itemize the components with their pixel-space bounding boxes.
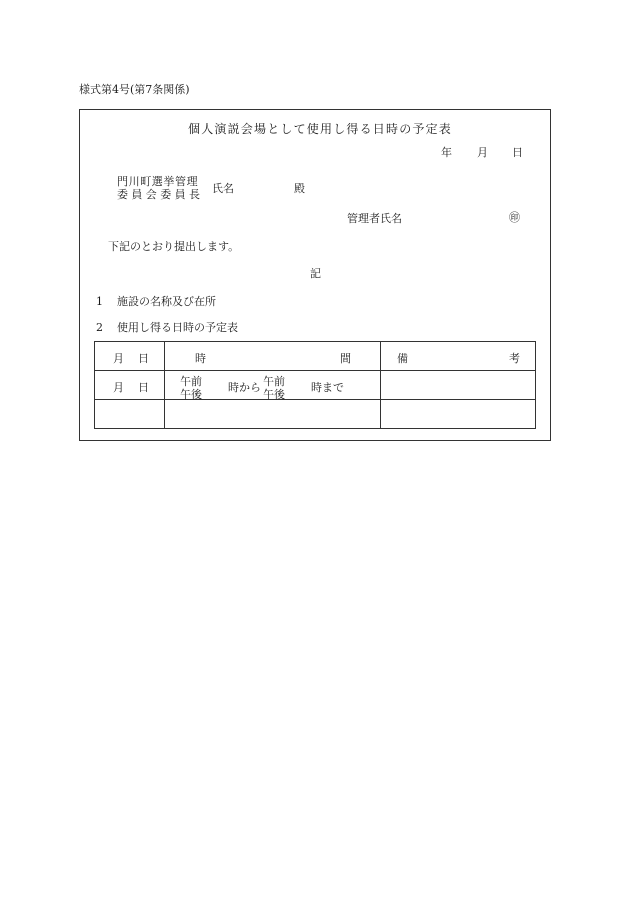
header-note-left: 備	[397, 352, 408, 365]
table-row	[95, 371, 536, 400]
row2-date-cell	[95, 400, 165, 429]
manager-name-label: 管理者氏名	[347, 212, 402, 225]
intro-text: 下記のとおり提出します。	[108, 240, 240, 253]
row1-note-cell	[381, 371, 536, 400]
addressee-line-1: 門川町選挙管理	[117, 175, 199, 188]
ki-heading: 記	[310, 267, 321, 280]
row1-am-2: 午前	[263, 375, 285, 388]
header-time-left: 時	[195, 352, 206, 365]
header-month: 月	[113, 352, 124, 365]
row1-am-1: 午前	[180, 375, 202, 388]
row1-pm-2: 午後	[263, 388, 285, 401]
schedule-table	[94, 341, 536, 429]
item-2-number: 2	[96, 321, 103, 334]
seal-mark: ㊞	[509, 211, 520, 224]
row1-until: 時まで	[311, 381, 344, 394]
header-date-cell	[95, 342, 165, 371]
row2-note-cell	[381, 400, 536, 429]
form-number-caption: 様式第4号(第7条関係)	[79, 83, 190, 96]
header-note-cell	[381, 342, 536, 371]
header-day: 日	[138, 352, 149, 365]
addressee-line-2: 委員会委員長	[117, 188, 204, 201]
item-1-text: 施設の名称及び在所	[117, 295, 216, 308]
row1-pm-1: 午後	[180, 388, 202, 401]
row1-month: 月	[113, 381, 124, 394]
header-time-cell	[165, 342, 381, 371]
date-month-label: 月	[477, 146, 488, 159]
item-1	[96, 296, 216, 307]
addressee-honorific: 殿	[294, 182, 305, 195]
table-header-row	[95, 342, 536, 371]
date-year-label: 年	[441, 146, 452, 159]
document-title: 個人演説会場として使用し得る日時の予定表	[188, 122, 453, 136]
row1-day: 日	[138, 381, 149, 394]
item-1-number: 1	[96, 295, 103, 308]
addressee-name-label: 氏名	[212, 182, 234, 195]
header-time-right: 間	[340, 352, 351, 365]
date-day-label: 日	[512, 146, 523, 159]
row2-time-cell	[165, 400, 381, 429]
row1-from: 時から	[228, 381, 261, 394]
item-2	[96, 322, 238, 333]
table-row	[95, 400, 536, 429]
item-2-text: 使用し得る日時の予定表	[117, 321, 238, 334]
row1-date-cell	[95, 371, 165, 400]
header-note-right: 考	[509, 352, 520, 365]
row1-time-cell	[165, 371, 381, 400]
